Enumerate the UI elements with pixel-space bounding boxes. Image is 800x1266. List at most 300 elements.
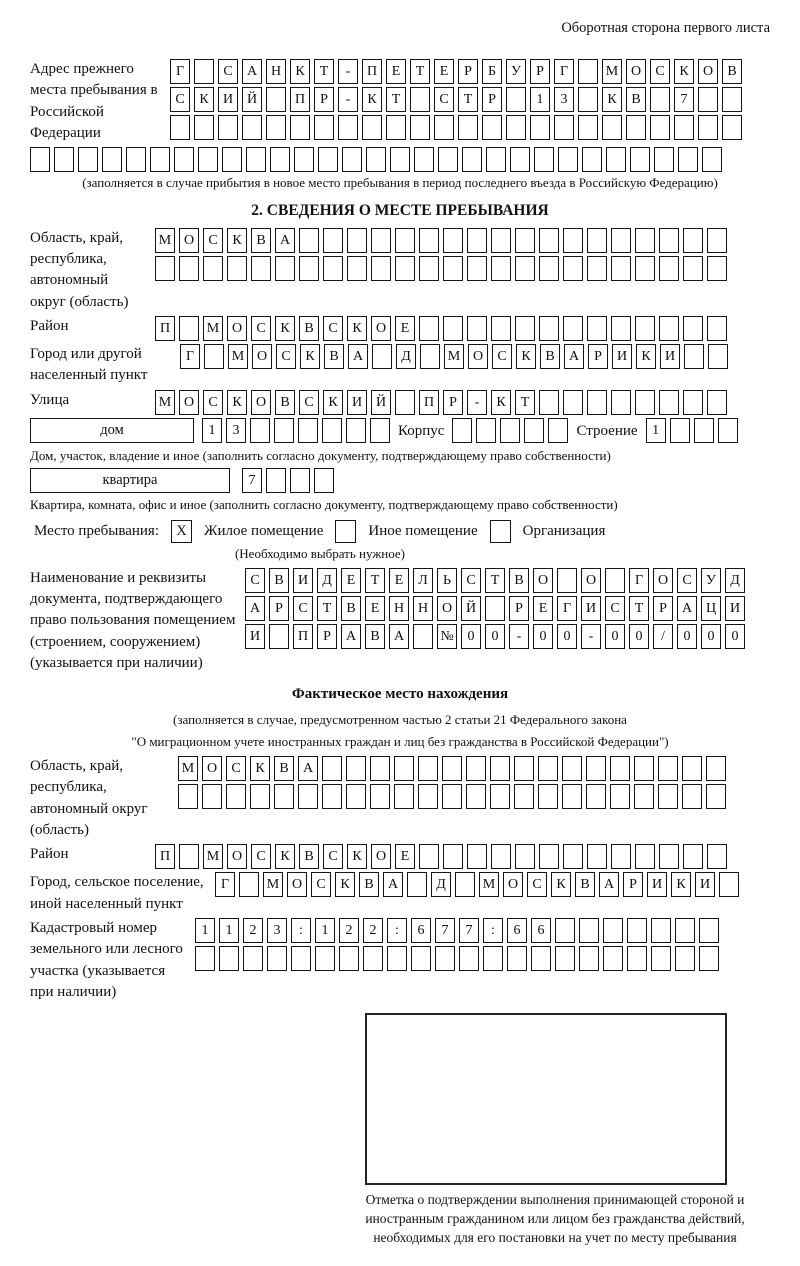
char-cell[interactable] [675,946,695,971]
char-cell[interactable]: Л [413,568,433,593]
char-cell[interactable] [611,844,631,869]
char-cell[interactable]: П [419,390,439,415]
char-cell[interactable] [627,946,647,971]
char-cell[interactable]: 0 [629,624,649,649]
char-cell[interactable] [514,756,534,781]
char-cell[interactable] [395,228,415,253]
char-cell[interactable]: О [227,844,247,869]
char-cell[interactable] [420,344,440,369]
char-cell[interactable] [322,784,342,809]
char-cell[interactable]: С [323,316,343,341]
char-cell[interactable]: И [612,344,632,369]
region-row-2[interactable] [155,256,727,281]
char-cell[interactable]: С [299,390,319,415]
char-cell[interactable] [611,316,631,341]
char-cell[interactable] [603,946,623,971]
char-cell[interactable] [675,918,695,943]
char-cell[interactable] [203,256,223,281]
char-cell[interactable] [514,784,534,809]
char-cell[interactable]: А [348,344,368,369]
char-cell[interactable]: Е [395,316,415,341]
char-cell[interactable]: Р [458,59,478,84]
char-cell[interactable]: Р [588,344,608,369]
char-cell[interactable] [563,390,583,415]
char-cell[interactable]: - [581,624,601,649]
char-cell[interactable] [486,147,506,172]
char-cell[interactable] [346,784,366,809]
char-cell[interactable]: К [362,87,382,112]
char-cell[interactable]: 0 [461,624,481,649]
char-cell[interactable] [490,756,510,781]
char-cell[interactable] [699,946,719,971]
char-cell[interactable] [707,256,727,281]
char-cell[interactable] [531,946,551,971]
char-cell[interactable] [563,228,583,253]
char-cell[interactable]: И [647,872,667,897]
char-cell[interactable] [719,872,739,897]
actual-district-row[interactable] [155,844,727,869]
char-cell[interactable]: Т [485,568,505,593]
char-cell[interactable]: С [251,316,271,341]
char-cell[interactable]: О [202,756,222,781]
char-cell[interactable] [586,784,606,809]
char-cell[interactable]: 0 [701,624,721,649]
char-cell[interactable]: К [347,844,367,869]
char-cell[interactable]: И [695,872,715,897]
char-cell[interactable]: С [276,344,296,369]
document-row-1[interactable] [245,568,745,593]
char-cell[interactable] [491,256,511,281]
char-cell[interactable]: С [251,844,271,869]
char-cell[interactable]: М [444,344,464,369]
char-cell[interactable]: У [506,59,526,84]
char-cell[interactable] [586,756,606,781]
char-cell[interactable] [683,390,703,415]
char-cell[interactable]: 0 [725,624,745,649]
char-cell[interactable] [683,256,703,281]
house-number-cells[interactable] [202,418,390,443]
char-cell[interactable]: Т [386,87,406,112]
char-cell[interactable]: В [626,87,646,112]
char-cell[interactable]: В [359,872,379,897]
char-cell[interactable] [346,756,366,781]
char-cell[interactable] [290,115,310,140]
char-cell[interactable] [275,256,295,281]
char-cell[interactable] [587,228,607,253]
char-cell[interactable] [407,872,427,897]
char-cell[interactable] [659,316,679,341]
char-cell[interactable] [507,946,527,971]
char-cell[interactable] [270,147,290,172]
char-cell[interactable]: К [275,316,295,341]
document-row-3[interactable] [245,624,745,649]
char-cell[interactable] [419,256,439,281]
char-cell[interactable] [602,115,622,140]
char-cell[interactable] [562,784,582,809]
char-cell[interactable] [706,784,726,809]
char-cell[interactable] [485,596,505,621]
char-cell[interactable] [506,115,526,140]
char-cell[interactable] [722,87,742,112]
char-cell[interactable]: № [437,624,457,649]
char-cell[interactable]: К [227,390,247,415]
char-cell[interactable] [443,256,463,281]
char-cell[interactable]: Т [458,87,478,112]
char-cell[interactable] [266,468,286,493]
actual-region-row-2[interactable] [178,784,726,809]
char-cell[interactable]: О [698,59,718,84]
char-cell[interactable] [179,844,199,869]
char-cell[interactable]: 1 [530,87,550,112]
char-cell[interactable]: С [293,596,313,621]
cadastral-row-2[interactable] [195,946,719,971]
char-cell[interactable]: Б [482,59,502,84]
char-cell[interactable]: В [341,596,361,621]
char-cell[interactable]: 0 [557,624,577,649]
char-cell[interactable]: О [653,568,673,593]
char-cell[interactable] [515,844,535,869]
char-cell[interactable] [706,756,726,781]
char-cell[interactable]: Т [317,596,337,621]
char-cell[interactable] [219,946,239,971]
char-cell[interactable] [658,784,678,809]
char-cell[interactable] [563,256,583,281]
char-cell[interactable]: 3 [226,418,246,443]
char-cell[interactable]: Ц [701,596,721,621]
char-cell[interactable]: А [383,872,403,897]
char-cell[interactable] [491,228,511,253]
char-cell[interactable] [323,228,343,253]
char-cell[interactable]: Г [180,344,200,369]
char-cell[interactable]: М [479,872,499,897]
prev-address-row-4[interactable] [30,147,770,172]
checkbox-organization[interactable] [490,520,511,543]
char-cell[interactable] [179,316,199,341]
char-cell[interactable]: Р [509,596,529,621]
char-cell[interactable] [371,228,391,253]
char-cell[interactable] [198,147,218,172]
char-cell[interactable]: И [347,390,367,415]
char-cell[interactable]: С [218,59,238,84]
char-cell[interactable] [410,115,430,140]
char-cell[interactable]: И [581,596,601,621]
char-cell[interactable] [515,228,535,253]
char-cell[interactable]: М [228,344,248,369]
char-cell[interactable]: 7 [242,468,262,493]
char-cell[interactable] [654,147,674,172]
char-cell[interactable]: 3 [267,918,287,943]
char-cell[interactable] [413,624,433,649]
char-cell[interactable]: 0 [485,624,505,649]
char-cell[interactable]: К [347,316,367,341]
char-cell[interactable]: Г [215,872,235,897]
char-cell[interactable] [150,147,170,172]
char-cell[interactable] [515,256,535,281]
char-cell[interactable] [606,147,626,172]
char-cell[interactable] [442,756,462,781]
char-cell[interactable] [515,316,535,341]
char-cell[interactable] [126,147,146,172]
char-cell[interactable]: К [250,756,270,781]
char-cell[interactable]: Т [515,390,535,415]
char-cell[interactable] [555,918,575,943]
prev-address-row-2[interactable] [170,87,742,112]
char-cell[interactable]: У [701,568,721,593]
char-cell[interactable]: К [335,872,355,897]
char-cell[interactable]: Е [533,596,553,621]
prev-address-row-1[interactable] [170,59,742,84]
char-cell[interactable] [294,147,314,172]
char-cell[interactable] [539,390,559,415]
char-cell[interactable]: Г [554,59,574,84]
char-cell[interactable] [222,147,242,172]
region-row-1[interactable] [155,228,727,253]
char-cell[interactable]: 7 [459,918,479,943]
char-cell[interactable]: С [323,844,343,869]
char-cell[interactable]: К [671,872,691,897]
char-cell[interactable] [322,756,342,781]
char-cell[interactable]: Е [365,596,385,621]
char-cell[interactable]: С [226,756,246,781]
char-cell[interactable] [718,418,738,443]
char-cell[interactable]: Т [365,568,385,593]
char-cell[interactable] [174,147,194,172]
checkbox-other-premises[interactable] [335,520,356,543]
char-cell[interactable] [587,390,607,415]
char-cell[interactable] [339,946,359,971]
char-cell[interactable] [548,418,568,443]
char-cell[interactable] [395,256,415,281]
char-cell[interactable]: Й [461,596,481,621]
char-cell[interactable] [539,316,559,341]
char-cell[interactable] [274,784,294,809]
char-cell[interactable]: О [371,316,391,341]
char-cell[interactable] [390,147,410,172]
actual-region-row-1[interactable] [178,756,726,781]
char-cell[interactable]: С [203,228,223,253]
char-cell[interactable]: : [291,918,311,943]
char-cell[interactable] [678,147,698,172]
char-cell[interactable]: 0 [677,624,697,649]
char-cell[interactable]: Д [317,568,337,593]
char-cell[interactable] [722,115,742,140]
char-cell[interactable] [659,228,679,253]
char-cell[interactable]: 0 [533,624,553,649]
char-cell[interactable] [204,344,224,369]
char-cell[interactable] [438,147,458,172]
char-cell[interactable] [683,228,703,253]
char-cell[interactable] [627,918,647,943]
char-cell[interactable] [318,147,338,172]
district-row[interactable] [155,316,727,341]
char-cell[interactable] [418,784,438,809]
char-cell[interactable]: О [252,344,272,369]
char-cell[interactable]: Р [317,624,337,649]
char-cell[interactable] [483,946,503,971]
char-cell[interactable]: К [275,844,295,869]
char-cell[interactable] [506,87,526,112]
char-cell[interactable] [683,844,703,869]
char-cell[interactable] [707,228,727,253]
char-cell[interactable] [202,784,222,809]
char-cell[interactable] [459,946,479,971]
char-cell[interactable]: Р [482,87,502,112]
char-cell[interactable]: М [178,756,198,781]
char-cell[interactable] [694,418,714,443]
char-cell[interactable] [698,87,718,112]
char-cell[interactable]: И [245,624,265,649]
char-cell[interactable]: 1 [219,918,239,943]
char-cell[interactable]: 2 [339,918,359,943]
char-cell[interactable]: О [179,228,199,253]
char-cell[interactable]: О [468,344,488,369]
char-cell[interactable] [674,115,694,140]
char-cell[interactable]: В [299,316,319,341]
char-cell[interactable] [370,418,390,443]
char-cell[interactable] [587,844,607,869]
char-cell[interactable] [467,844,487,869]
char-cell[interactable] [635,316,655,341]
char-cell[interactable]: Т [629,596,649,621]
char-cell[interactable] [299,228,319,253]
char-cell[interactable]: П [293,624,313,649]
char-cell[interactable]: О [437,596,457,621]
char-cell[interactable] [658,756,678,781]
char-cell[interactable]: О [533,568,553,593]
char-cell[interactable] [362,115,382,140]
char-cell[interactable]: Е [389,568,409,593]
char-cell[interactable] [539,256,559,281]
char-cell[interactable] [338,115,358,140]
char-cell[interactable] [635,256,655,281]
char-cell[interactable]: Д [396,344,416,369]
char-cell[interactable]: - [338,87,358,112]
char-cell[interactable]: 7 [674,87,694,112]
char-cell[interactable]: В [299,844,319,869]
char-cell[interactable]: - [509,624,529,649]
char-cell[interactable]: М [155,228,175,253]
char-cell[interactable] [387,946,407,971]
char-cell[interactable]: К [194,87,214,112]
char-cell[interactable]: С [311,872,331,897]
char-cell[interactable] [442,784,462,809]
char-cell[interactable]: Г [170,59,190,84]
char-cell[interactable]: С [527,872,547,897]
checkbox-residential[interactable]: X [171,520,192,543]
char-cell[interactable] [682,756,702,781]
char-cell[interactable]: 6 [531,918,551,943]
char-cell[interactable] [467,228,487,253]
char-cell[interactable] [558,147,578,172]
prev-address-row-3[interactable] [170,115,742,140]
char-cell[interactable]: В [540,344,560,369]
char-cell[interactable]: В [251,228,271,253]
char-cell[interactable]: С [245,568,265,593]
char-cell[interactable]: 3 [554,87,574,112]
char-cell[interactable]: В [269,568,289,593]
char-cell[interactable]: А [389,624,409,649]
char-cell[interactable] [443,316,463,341]
char-cell[interactable]: К [551,872,571,897]
char-cell[interactable]: Н [266,59,286,84]
char-cell[interactable]: Ь [437,568,457,593]
char-cell[interactable] [538,784,558,809]
char-cell[interactable] [347,256,367,281]
char-cell[interactable] [610,784,630,809]
char-cell[interactable] [651,946,671,971]
char-cell[interactable] [267,946,287,971]
char-cell[interactable]: 2 [363,918,383,943]
char-cell[interactable]: Р [443,390,463,415]
char-cell[interactable] [314,468,334,493]
char-cell[interactable] [611,390,631,415]
char-cell[interactable] [452,418,472,443]
char-cell[interactable] [194,115,214,140]
char-cell[interactable] [386,115,406,140]
char-cell[interactable] [587,316,607,341]
char-cell[interactable]: В [324,344,344,369]
char-cell[interactable] [414,147,434,172]
char-cell[interactable] [102,147,122,172]
char-cell[interactable]: А [275,228,295,253]
char-cell[interactable] [394,756,414,781]
char-cell[interactable]: Е [395,844,415,869]
apartment-number-cells[interactable] [242,468,334,493]
char-cell[interactable] [322,418,342,443]
char-cell[interactable] [491,316,511,341]
char-cell[interactable] [195,946,215,971]
char-cell[interactable]: Й [371,390,391,415]
char-cell[interactable] [466,756,486,781]
char-cell[interactable] [419,844,439,869]
char-cell[interactable]: К [602,87,622,112]
char-cell[interactable]: А [242,59,262,84]
char-cell[interactable] [635,390,655,415]
char-cell[interactable] [30,147,50,172]
char-cell[interactable] [482,115,502,140]
char-cell[interactable] [179,256,199,281]
char-cell[interactable] [626,115,646,140]
char-cell[interactable] [243,946,263,971]
char-cell[interactable]: О [287,872,307,897]
char-cell[interactable] [298,418,318,443]
char-cell[interactable]: Т [410,59,430,84]
char-cell[interactable] [342,147,362,172]
char-cell[interactable]: О [179,390,199,415]
char-cell[interactable] [467,256,487,281]
char-cell[interactable] [372,344,392,369]
char-cell[interactable] [699,918,719,943]
char-cell[interactable]: Е [386,59,406,84]
char-cell[interactable] [708,344,728,369]
char-cell[interactable]: О [581,568,601,593]
char-cell[interactable] [419,316,439,341]
char-cell[interactable] [462,147,482,172]
char-cell[interactable]: И [218,87,238,112]
char-cell[interactable] [155,256,175,281]
char-cell[interactable]: С [170,87,190,112]
char-cell[interactable] [250,784,270,809]
char-cell[interactable]: А [677,596,697,621]
street-row[interactable] [155,390,727,415]
char-cell[interactable]: А [298,756,318,781]
char-cell[interactable]: В [509,568,529,593]
char-cell[interactable] [510,147,530,172]
char-cell[interactable]: П [155,844,175,869]
char-cell[interactable]: 1 [195,918,215,943]
char-cell[interactable] [443,228,463,253]
char-cell[interactable] [54,147,74,172]
